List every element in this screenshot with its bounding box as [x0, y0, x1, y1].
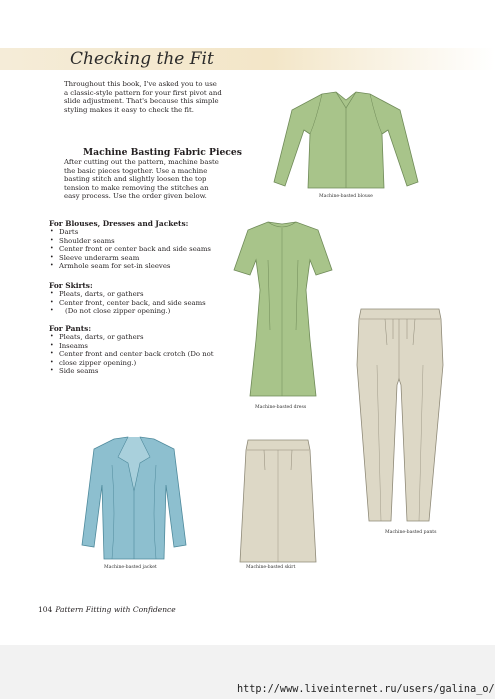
dress-illustration [230, 220, 335, 400]
section-heading: Machine Basting Fabric Pieces [83, 147, 242, 158]
list-item: • Center front, center back, and side seams [49, 299, 234, 308]
list-item: • Side seams [49, 367, 234, 376]
list-item: • Center front or center back and side seams [49, 245, 234, 254]
list-item: • (Do not close zipper opening.) [49, 307, 234, 316]
list-item: • Pleats, darts, or gathers [49, 333, 234, 342]
group-blouses [49, 219, 234, 271]
jacket-illustration [82, 435, 187, 563]
list-item: • Darts [49, 228, 234, 237]
page-title: Checking the Fit [70, 49, 214, 69]
group-list [49, 228, 234, 271]
page-number: 104 [38, 605, 53, 614]
skirt-illustration [238, 438, 318, 566]
list-item: • close zipper opening.) [49, 359, 234, 368]
caption-pants: Machine-basted pants [385, 530, 437, 535]
page-footer [38, 605, 176, 614]
group-pants [49, 324, 234, 376]
group-heading: For Blouses, Dresses and Jackets: [49, 219, 189, 228]
watermark-url: http://www.liveinternet.ru/users/galina_o/ [237, 684, 495, 695]
section-paragraph: After cutting out the pattern, machine baste the basic pieces together. Use a machine basting stitch and slightly loosen the top tension to make removing the stitches an easy process. Use the order given below. [64, 158, 219, 201]
list-item: • Pleats, darts, or gathers [49, 290, 234, 299]
group-list [49, 333, 234, 376]
caption-skirt: Machine-basted skirt [246, 565, 296, 570]
intro-paragraph: Throughout this book, I've asked you to use a classic-style pattern for your first pivot and slide adjustment. That's because this simple styling makes it easy to check the fit. [64, 80, 222, 114]
pants-illustration [355, 305, 445, 525]
list-item: • Inseams [49, 342, 234, 351]
list-item: • Center front and center back crotch (Do not [49, 350, 234, 359]
caption-dress: Machine-basted dress [255, 405, 307, 410]
group-heading: For Pants: [49, 324, 92, 333]
list-item: • Armhole seam for set-in sleeves [49, 262, 234, 271]
book-title: Pattern Fitting with Confidence [55, 605, 176, 614]
blouse-illustration [266, 90, 426, 195]
caption-blouse: Machine-basted blouse [319, 194, 373, 199]
list-item: • Shoulder seams [49, 237, 234, 246]
list-item: • Sleeve underarm seam [49, 254, 234, 263]
caption-jacket: Machine-basted jacket [104, 565, 157, 570]
group-list [49, 290, 234, 316]
group-heading: For Skirts: [49, 281, 93, 290]
group-skirts [49, 281, 234, 316]
